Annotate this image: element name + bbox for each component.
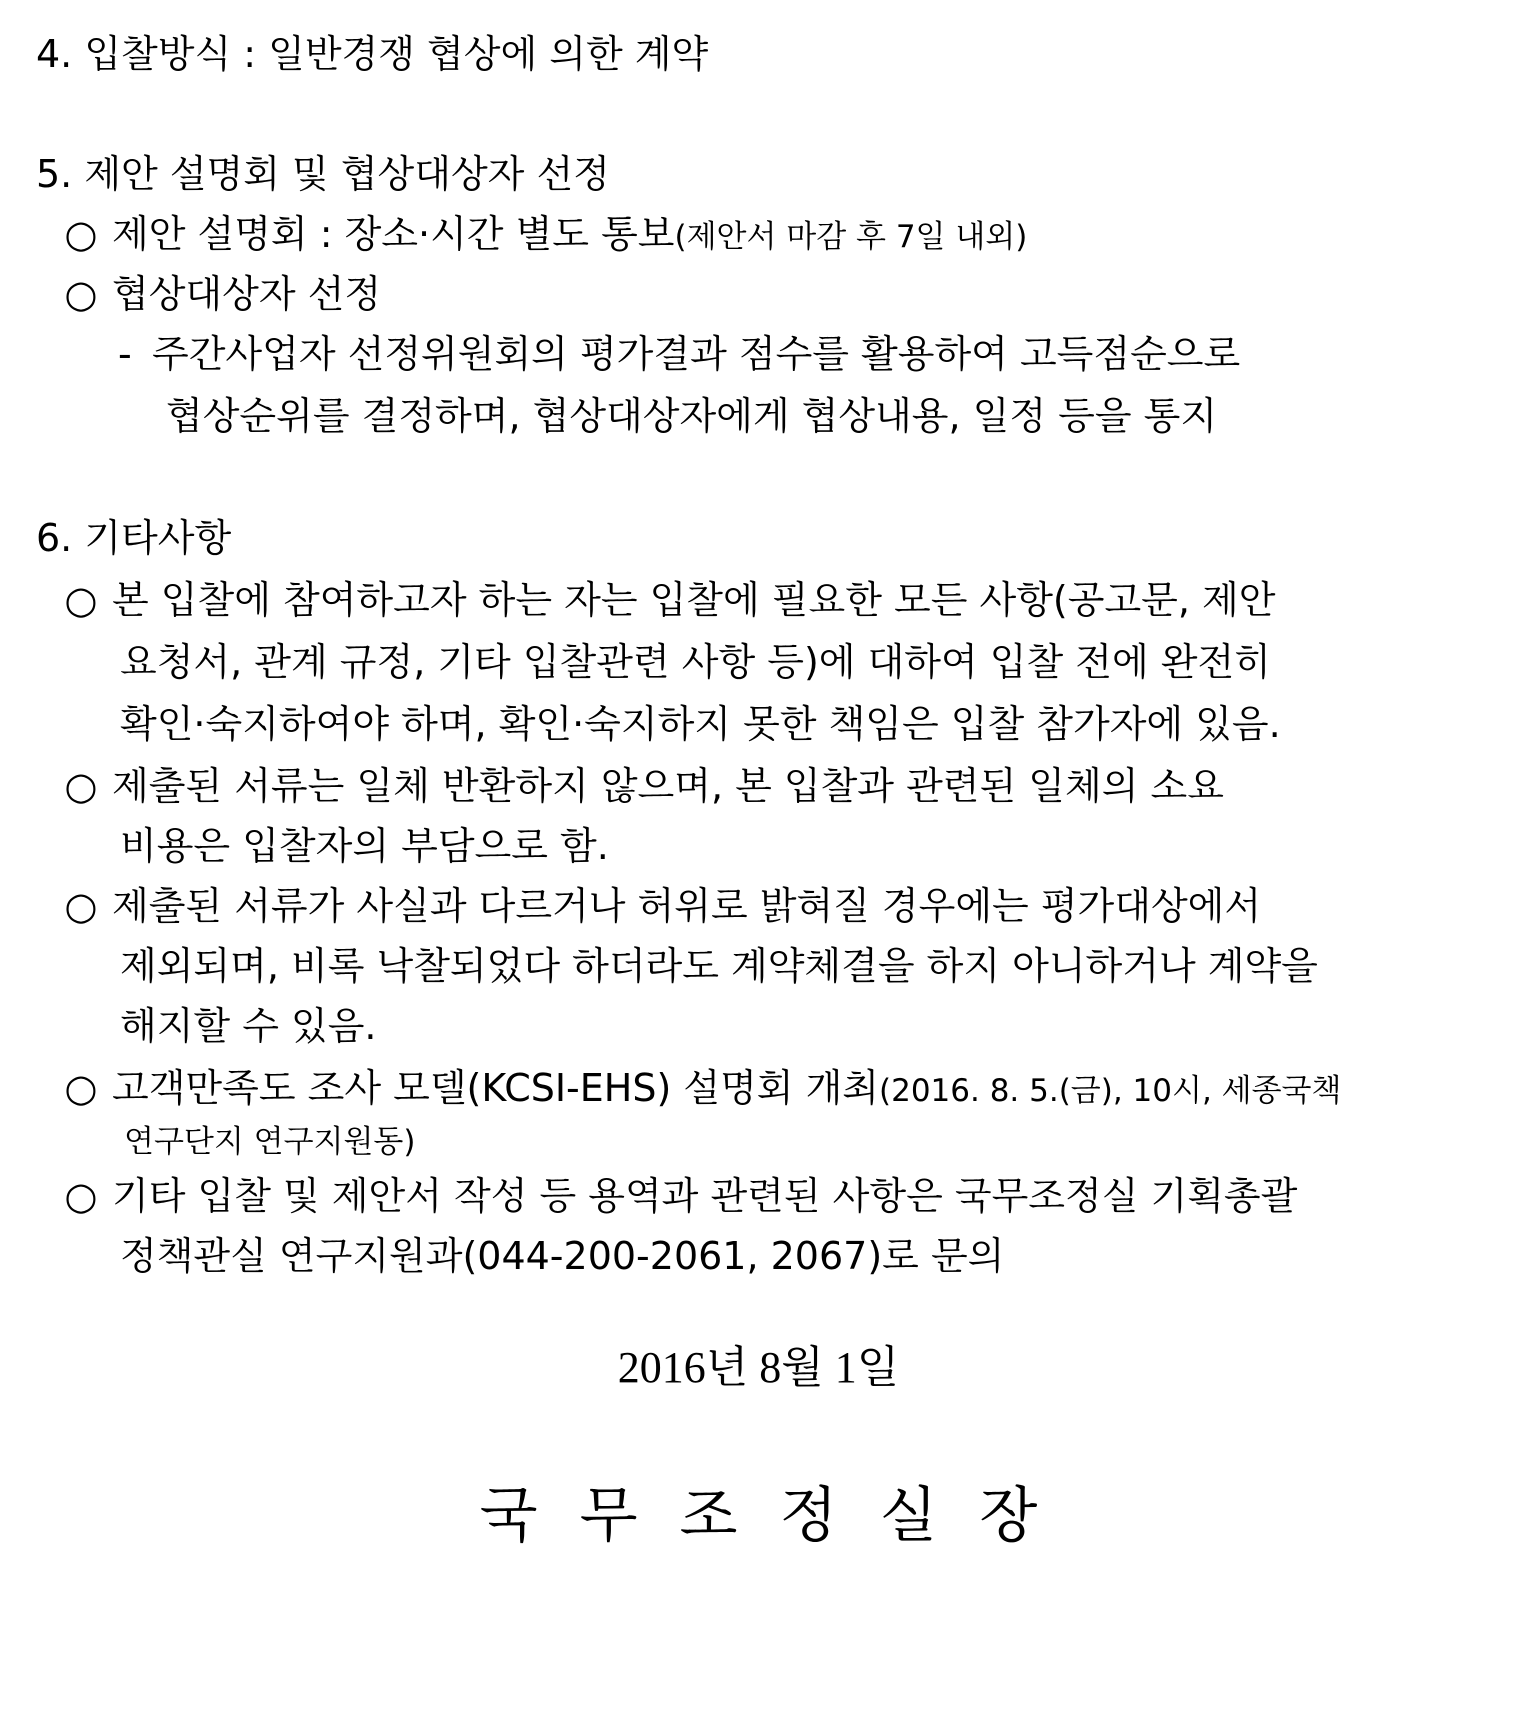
list-item-continuation: 해지할 수 있음. xyxy=(120,1004,377,1048)
sub-item-text: 주간사업자 선정위원회의 평가결과 점수를 활용하여 고득점순으로 xyxy=(152,332,1241,376)
list-item-continuation: 제외되며, 비록 낙찰되었다 하더라도 계약체결을 하지 아니하거나 계약을 xyxy=(120,944,1318,988)
list-item-text: 제출된 서류가 사실과 다르거나 허위로 밝혀질 경우에는 평가대상에서 xyxy=(112,884,1262,928)
signature-title: 국무조정실장 xyxy=(479,1481,1080,1551)
circle-bullet-icon: ○ xyxy=(64,212,98,256)
circle-bullet-icon: ○ xyxy=(64,764,98,808)
circle-bullet-icon: ○ xyxy=(64,1066,98,1110)
circle-bullet-icon: ○ xyxy=(64,272,98,316)
sub-item-continuation: 협상순위를 결정하며, 협상대상자에게 협상내용, 일정 등을 통지 xyxy=(166,394,1218,438)
list-item-continuation: 정책관실 연구지원과(044-200-2061, 2067)로 문의 xyxy=(120,1234,1005,1278)
list-item-false-documents xyxy=(64,882,1261,930)
list-item-negotiator-selection xyxy=(64,270,381,318)
dash-bullet-icon: - xyxy=(118,332,132,376)
section-5-heading: 5. 제안 설명회 및 협상대상자 선정 xyxy=(36,152,610,196)
list-item-continuation: 연구단지 연구지원동) xyxy=(124,1124,416,1160)
list-item-documents-not-returned xyxy=(64,762,1224,810)
list-item-text: 기타 입찰 및 제안서 작성 등 용역과 관련된 사항은 국무조정실 기획총괄 xyxy=(112,1174,1298,1218)
list-item-continuation: 비용은 입찰자의 부담으로 함. xyxy=(120,824,609,868)
list-item-note: (제안서 마감 후 7일 내외) xyxy=(674,219,1028,255)
section-4-heading: 4. 입찰방식 : 일반경쟁 협상에 의한 계약 xyxy=(36,32,709,76)
list-item-continuation: 확인·숙지하여야 하며, 확인·숙지하지 못한 책임은 입찰 참가자에 있음. xyxy=(120,702,1281,746)
circle-bullet-icon: ○ xyxy=(64,884,98,928)
list-item-kcsi-briefing xyxy=(64,1064,1341,1115)
sub-item-evaluation xyxy=(118,330,1240,378)
circle-bullet-icon: ○ xyxy=(64,1174,98,1218)
issue-date: 2016년 8월 1일 xyxy=(617,1343,900,1392)
list-item-text: 협상대상자 선정 xyxy=(112,272,382,316)
list-item-text: 제안 설명회 : 장소·시간 별도 통보 xyxy=(112,212,675,256)
list-item-bid-requirements xyxy=(64,576,1275,624)
list-item-note: (2016. 8. 5.(금), 10시, 세종국책 xyxy=(879,1073,1342,1109)
list-item-text: 제출된 서류는 일체 반환하지 않으며, 본 입찰과 관련된 일체의 소요 xyxy=(112,764,1224,808)
circle-bullet-icon: ○ xyxy=(64,578,98,622)
section-6-heading: 6. 기타사항 xyxy=(36,516,232,560)
list-item-text: 본 입찰에 참여하고자 하는 자는 입찰에 필요한 모든 사항(공고문, 제안 xyxy=(112,578,1276,622)
list-item-continuation: 요청서, 관계 규정, 기타 입찰관련 사항 등)에 대하여 입찰 전에 완전히 xyxy=(120,640,1271,684)
list-item-text: 고객만족도 조사 모델(KCSI-EHS) 설명회 개최 xyxy=(112,1066,879,1110)
list-item-inquiries xyxy=(64,1172,1297,1220)
list-item-briefing-session xyxy=(64,210,1027,261)
